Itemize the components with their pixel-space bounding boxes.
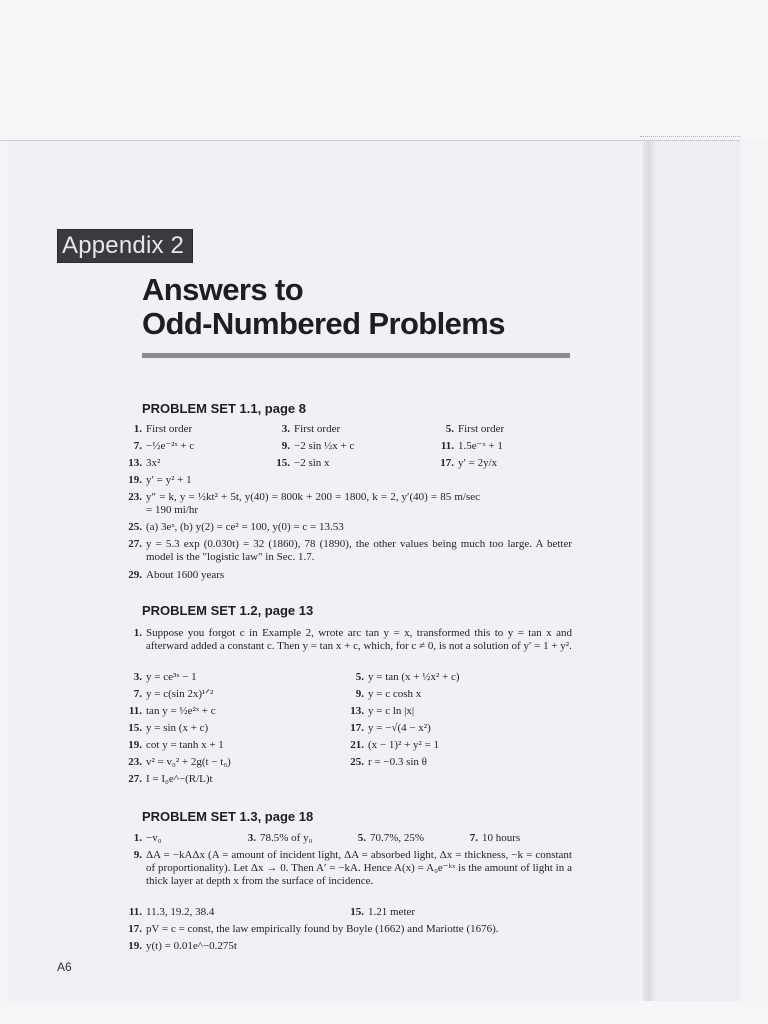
answer: 9. −2 sin ½x + c bbox=[281, 440, 355, 452]
answer: 3. 78.5% of y₀ bbox=[247, 832, 313, 844]
answer: 23. v² = v₀² + 2g(t − t₀) bbox=[128, 756, 231, 768]
answer: 11. 11.3, 19.2, 38.4 bbox=[128, 906, 215, 918]
answer: 7. 10 hours bbox=[469, 832, 521, 844]
answer: 27. I = I₀e^−(R/L)t bbox=[128, 773, 213, 785]
answer: 15. 1.21 meter bbox=[350, 906, 416, 918]
scan-margin-top bbox=[0, 0, 768, 140]
answer: 1. −v₀ bbox=[133, 832, 162, 844]
answer: 1. First order bbox=[133, 423, 193, 435]
answer: 29. About 1600 years bbox=[128, 569, 225, 581]
title-rule bbox=[142, 353, 570, 358]
answer: 17. pV = c = const, the law empirically found by Boyle (1662) and Mariotte (1676). bbox=[128, 923, 499, 935]
answer: 27. y = 5.3 exp (0.030t) = 32 (1860), 78 (1890), the other values being much too large. A better model is the "logistic law" in Sec. 1.7. bbox=[128, 538, 572, 564]
page-number: A6 bbox=[57, 960, 72, 974]
title-line-1: Answers to bbox=[142, 272, 304, 307]
answer: 5. y = tan (x + ½x² + c) bbox=[355, 671, 460, 683]
page-fold-shadow bbox=[643, 141, 655, 1001]
answer: 23. y″ = k, y = ½kt² + 5t, y(40) = 800k + 200 = 1800, k = 2, y′(40) = 85 m/sec = 190 mi/hr bbox=[128, 491, 480, 517]
page-title bbox=[142, 273, 602, 341]
section-heading-1-2: PROBLEM SET 1.2, page 13 bbox=[142, 603, 314, 618]
appendix-label: Appendix 2 bbox=[57, 229, 193, 263]
answer: 5. 70.7%, 25% bbox=[357, 832, 425, 844]
answer: 19. y′ = y² + 1 bbox=[128, 474, 192, 486]
answer: 11. tan y = ½e²ˣ + c bbox=[128, 705, 216, 717]
answer: 7. −½e⁻²ˣ + c bbox=[133, 440, 195, 452]
answer: 9. y = c cosh x bbox=[355, 688, 422, 700]
title-line-2: Odd-Numbered Problems bbox=[142, 306, 505, 341]
scan-margin-bottom bbox=[0, 1001, 768, 1024]
answer: 13. 3x² bbox=[128, 457, 161, 469]
scan-dotted-edge bbox=[640, 136, 740, 139]
answer: 15. y = sin (x + c) bbox=[128, 722, 209, 734]
page-right-margin bbox=[655, 141, 740, 1001]
answer: 25. r = −0.3 sin θ bbox=[350, 756, 427, 768]
answer: 15. −2 sin x bbox=[276, 457, 330, 469]
answer: 17. y = −√(4 − x²) bbox=[350, 722, 431, 734]
answer: 19. y(t) = 0.01e^−0.275t bbox=[128, 940, 237, 952]
section-heading-1-3: PROBLEM SET 1.3, page 18 bbox=[142, 809, 314, 824]
answer: 11. 1.5e⁻ˣ + 1 bbox=[440, 440, 503, 452]
answer: 13. y = c ln |x| bbox=[350, 705, 415, 717]
answer: 3. y = ce³ˣ − 1 bbox=[133, 671, 197, 683]
answer: 19. cot y = tanh x + 1 bbox=[128, 739, 224, 751]
answer: 1. Suppose you forgot c in Example 2, wrote arc tan y = x, transformed this to y = tan x and afterward added a constant c. Then y = tan x + c, which, for c ≠ 0, is not a solution of y′ = 1 + y². bbox=[133, 627, 572, 653]
answer: 21. (x − 1)² + y² = 1 bbox=[350, 739, 440, 751]
answer: 9. ΔA = −kAΔx (A = amount of incident light, ΔA = absorbed light, Δx = thickness, −k = constant of proportionality). Let Δx → 0. Then A′ = −kA. Hence A(x) = A₀e⁻ᵏˣ is the amount of light in a thick layer at depth x from the surface of incidence. bbox=[133, 849, 572, 888]
answer: 17. y′ = 2y/x bbox=[440, 457, 498, 469]
answer: 25. (a) 3eˣ, (b) y(2) = ce² = 100, y(0) = c = 13.53 bbox=[128, 521, 344, 533]
section-heading-1-1: PROBLEM SET 1.1, page 8 bbox=[142, 401, 306, 416]
answer: 3. First order bbox=[281, 423, 341, 435]
answer: 5. First order bbox=[445, 423, 505, 435]
answer: 7. y = c(sin 2x)¹ᐟ² bbox=[133, 688, 214, 700]
